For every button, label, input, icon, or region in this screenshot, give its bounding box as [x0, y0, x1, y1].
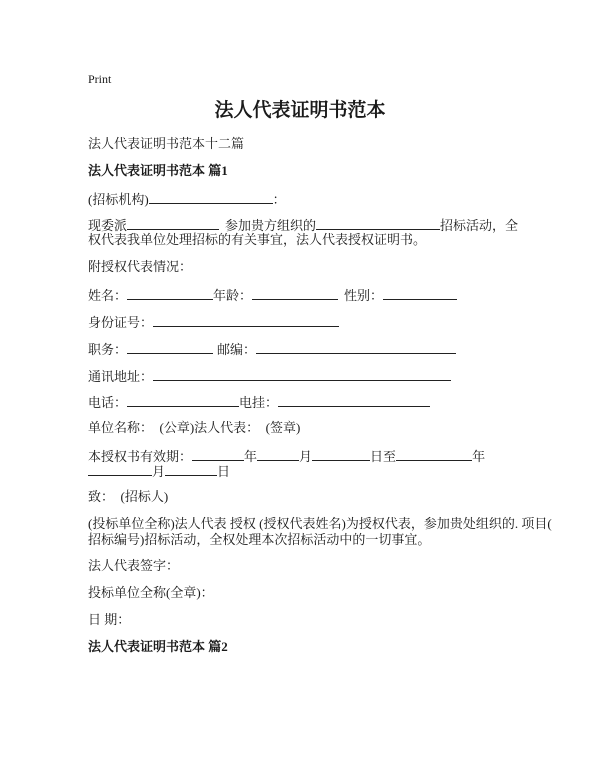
bidder-label: (招标机构): [88, 192, 149, 207]
start-month-blank[interactable]: [257, 447, 299, 461]
authorization-line-2: 招标编号)招标活动，全权处理本次招标活动中的一切事宜。: [88, 532, 431, 547]
id-label: 身份证号：: [88, 315, 154, 330]
appointment-line-2: 权代表我单位处理招标的有关事宜，法人代表授权证明书。: [88, 232, 427, 247]
bidder-blank[interactable]: [149, 190, 273, 204]
postcode-blank[interactable]: [256, 340, 456, 354]
validity-line-2: [88, 462, 230, 480]
signature-label: 法人代表签字：: [88, 558, 180, 573]
month-label: 月: [299, 449, 313, 464]
phone-blank[interactable]: [127, 393, 239, 407]
attachment-label: 附授权代表情况：: [88, 259, 193, 274]
age-blank[interactable]: [252, 286, 338, 300]
address-label: 通讯地址：: [88, 369, 154, 384]
name-age-gender-row: [88, 286, 457, 304]
name-blank[interactable]: [127, 286, 213, 300]
phone-label: 电话：: [88, 395, 128, 410]
year2-label: 年: [472, 449, 486, 464]
day-to-label: 日至: [370, 449, 397, 464]
end-day-blank[interactable]: [165, 462, 217, 476]
position-postcode-row: [88, 340, 456, 358]
delegate-blank[interactable]: [127, 216, 219, 230]
appoint-label: 现委派: [88, 218, 128, 233]
postcode-label: 邮编：: [217, 342, 257, 357]
bid-activity-label: 招标活动，全: [440, 218, 519, 233]
start-day-blank[interactable]: [312, 447, 370, 461]
bidder-line: [88, 190, 286, 208]
position-label: 职务：: [88, 342, 128, 357]
authorization-line-1: (投标单位全称)法人代表 授权 (授权代表姓名)为授权代表，参加贵处组织的. 项目(: [88, 516, 552, 531]
participate-label: 参加贵方组织的: [225, 218, 317, 233]
document-subtitle: 法人代表证明书范本十二篇: [88, 136, 245, 151]
recipient-line: 致： (招标人): [88, 489, 169, 504]
phone-row: [88, 393, 430, 411]
name-label: 姓名：: [88, 288, 128, 303]
validity-label: 本授权书有效期：: [88, 449, 193, 464]
year-label: 年: [244, 449, 258, 464]
print-link[interactable]: Print: [88, 72, 112, 86]
page-title: 法人代表证明书范本: [214, 100, 386, 121]
end-month-blank[interactable]: [88, 462, 152, 476]
section-2-heading: 法人代表证明书范本 篇2: [88, 639, 228, 654]
id-blank[interactable]: [153, 313, 339, 327]
bidder-colon: ：: [272, 192, 286, 207]
end-year-blank[interactable]: [396, 447, 472, 461]
start-year-blank[interactable]: [192, 447, 244, 461]
id-row: [88, 313, 339, 331]
position-blank[interactable]: [127, 340, 213, 354]
age-label: 年龄：: [213, 288, 253, 303]
project-blank[interactable]: [316, 216, 440, 230]
day2-label: 日: [217, 464, 231, 479]
gender-blank[interactable]: [383, 286, 457, 300]
gender-label: 性别：: [344, 288, 384, 303]
address-row: [88, 367, 451, 385]
month2-label: 月: [152, 464, 166, 479]
section-1-heading: 法人代表证明书范本 篇1: [88, 163, 228, 178]
bidder-fullname-label: 投标单位全称(全章)：: [88, 585, 214, 600]
telegraph-label: 电挂：: [239, 395, 279, 410]
address-blank[interactable]: [153, 367, 451, 381]
unit-name-line: 单位名称： (公章)法人代表： (签章): [88, 420, 301, 435]
date-label: 日 期：: [88, 612, 131, 627]
telegraph-blank[interactable]: [278, 393, 430, 407]
